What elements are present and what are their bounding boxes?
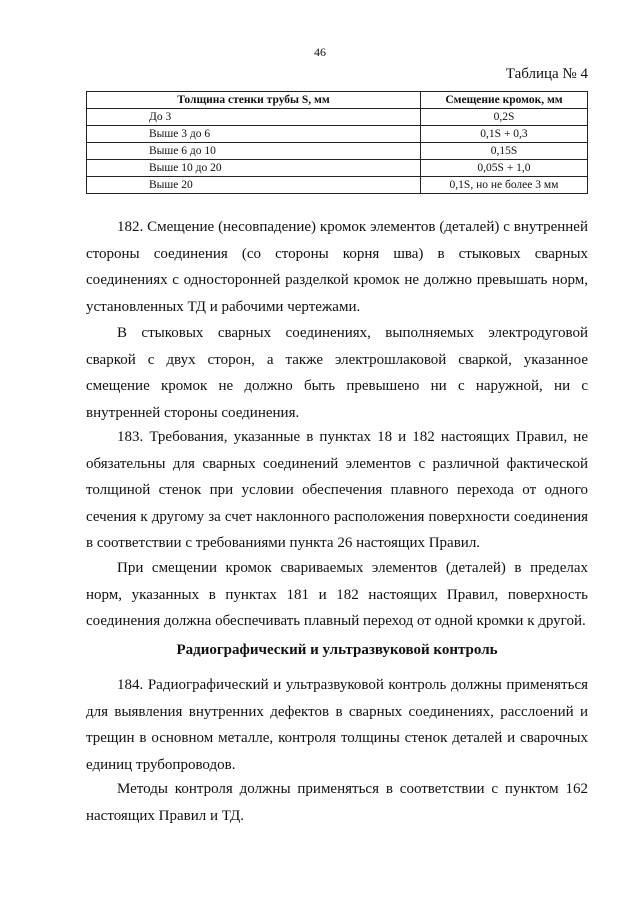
thickness-cell: Выше 10 до 20 xyxy=(87,160,421,177)
paragraph-183: 183. Требования, указанные в пунктах 18 и 182 настоящих Правил, не обязательны для сварных соединений элементов с различной фактической толщиной стенок при условии обеспечения плавного перехода от одного сечения к другому за счет наклонного расположения поверхности соединения в соответствии с требованиями пункта 26 настоящих Правил. xyxy=(86,429,588,551)
paragraph-182-cont: В стыковых сварных соединениях, выполняемых электродуговой сваркой с двух сторон, а также электрошлаковой сваркой, указанное смещение кромок не должно быть превышено ни с наружной, ни с внутренней стороны соединения. xyxy=(86,325,588,421)
table-row xyxy=(87,109,588,126)
table-label: Таблица № 4 xyxy=(505,66,588,82)
table-row xyxy=(87,126,588,143)
table-row xyxy=(87,160,588,177)
paragraph-184-cont: Методы контроля должны применяться в соответствии с пунктом 162 настоящих Правил и ТД. xyxy=(86,781,588,824)
offset-cell: 0,15S xyxy=(421,143,588,160)
header-wall-thickness: Толщина стенки трубы S, мм xyxy=(87,92,421,109)
paragraph-184: 184. Радиографический и ультразвуковой контроль должны применяться для выявления внутренних дефектов в сварных соединениях, расслоений и трещин в основном металле, контроля толщины стенок деталей и сварочных единиц трубопроводов. xyxy=(86,677,588,773)
paragraph-183-cont: При смещении кромок свариваемых элементов (деталей) в пределах норм, указанных в пунктах 181 и 182 настоящих Правил, поверхность соединения должна обеспечивать плавный переход от одной кромки к другой. xyxy=(86,560,588,629)
table-header-row xyxy=(87,92,588,109)
thickness-cell: Выше 20 xyxy=(87,177,421,194)
offset-cell: 0,1S + 0,3 xyxy=(421,126,588,143)
table-row xyxy=(87,177,588,194)
offset-cell: 0,1S, но не более 3 мм xyxy=(421,177,588,194)
page-number: 46 xyxy=(314,45,326,59)
thickness-cell: До 3 xyxy=(87,109,421,126)
offset-cell: 0,2S xyxy=(421,109,588,126)
thickness-cell: Выше 3 до 6 xyxy=(87,126,421,143)
table-row xyxy=(87,143,588,160)
section-heading: Радиографический и ультразвуковой контроль xyxy=(176,642,498,658)
paragraph-182: 182. Смещение (несовпадение) кромок элементов (деталей) с внутренней стороны соединения (со стороны корня шва) в стыковых сварных соединениях с односторонней разделкой кромок не должно превышать норм, установленных ТД и рабочими чертежами. xyxy=(86,219,588,315)
offset-cell: 0,05S + 1,0 xyxy=(421,160,588,177)
offset-norms-table xyxy=(86,91,588,194)
header-edge-offset: Смещение кромок, мм xyxy=(421,92,588,109)
thickness-cell: Выше 6 до 10 xyxy=(87,143,421,160)
